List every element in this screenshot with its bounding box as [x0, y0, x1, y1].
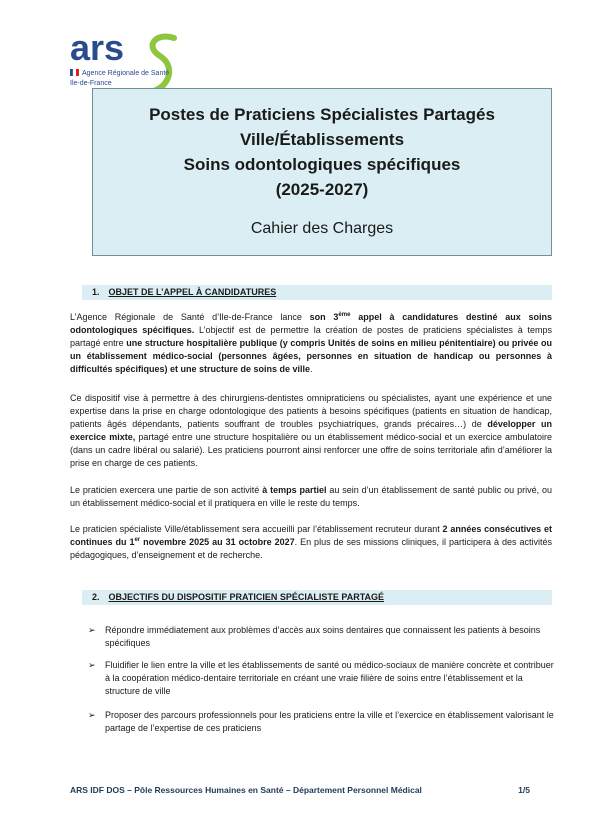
section1-paragraph-1: L’Agence Régionale de Santé d’Ile-de-France lance son 3ème appel à candidatures destiné aux soins odontologiques spécifiques. L’objectif est de permettre la création de postes de praticiens spécialistes à temps partagé entre une structure hospitalière publique (y compris Unités de soins en milieu pénitentiaire) ou privée ou un établissement médico-social (personnes âgées, personnes en situation de handicap ou personnes à difficultés spécifiques) et une structure de soins de ville. [70, 312, 552, 374]
list-item: ➢ Répondre immédiatement aux problèmes d’accès aux soins dentaires que connaissent les patients à besoins spécifiques [88, 625, 541, 648]
flag-white [73, 69, 76, 76]
title-line1: Postes de Praticiens Spécialistes Partagés [149, 105, 495, 124]
section1-paragraph-2: Ce dispositif vise à permettre à des chirurgiens-dentistes omnipraticiens ou spécialistes, ayant une expérience et une expertise dans la prise en charge odontologique des patients à besoins spécifiques (patients en situation de handicap, patients âgés dépendants, patients souffrant de troubles psychiatriques, grands précaires…) de développer un exercice mixte, partagé entre une structure hospitalière ou un établissement médico-social et un exercice ambulatoire (dans un cadre libéral ou salarié). Les praticiens pourront ainsi renforcer une offre de soins territoriale afin d’améliorer la prise en charge de ces patients. [70, 393, 553, 468]
list-item: ➢ Proposer des parcours professionnels pour les praticiens entre la ville et l’exercice en établissement valorisant le partage de l’expertise de ces praticiens [88, 710, 554, 733]
title-line2: Ville/Établissements [239, 130, 405, 149]
arrow-bullet-icon: ➢ [88, 660, 96, 670]
page-footer [70, 785, 530, 795]
logo-line2: Ile-de-France [70, 80, 112, 87]
section2-heading [82, 590, 552, 605]
logo-wordmark: ars [70, 30, 125, 68]
ars-logo-graphic [70, 30, 182, 96]
title-line4: (2025-2027) [275, 180, 369, 199]
title-subtitle: Cahier des Charges [250, 220, 394, 237]
section2-number: 2. [92, 592, 100, 602]
arrow-bullet-icon: ➢ [88, 625, 96, 635]
arrow-bullet-icon: ➢ [88, 710, 96, 720]
logo-line1: Agence Régionale de Santé [82, 70, 170, 77]
flag-blue [70, 69, 73, 76]
page-number: 1/5 [518, 785, 530, 795]
section1-paragraph-3: Le praticien exercera une partie de son activité à temps partiel au sein d’un établissement de santé public ou privé, ou un établissement médico-social et il pratiquera en ville le reste du temps. [70, 485, 552, 508]
section1-number: 1. [92, 287, 100, 297]
section1-title: OBJET DE L’APPEL À CANDIDATURES [108, 287, 277, 297]
section1-heading [82, 285, 552, 300]
flag-red [76, 69, 79, 76]
list-item: ➢ Fluidifier le lien entre la ville et les établissements de santé ou médico-sociaux de manière concrète et contribuer à la coopération médico-dentaire territoriale en créant une vraie filière de soins entre l’établissement et la structure de ville [88, 660, 554, 696]
title-box [92, 88, 552, 256]
section1-paragraph-4: Le praticien spécialiste Ville/établissement sera accueilli par l’établissement recruteur durant 2 années consécutives et continues du 1er novembre 2025 au 31 octobre 2027. En plus de ses missions cliniques, il participera à des activités pédagogiques, d’enseignement et de recherche. [70, 524, 552, 560]
ars-logo [70, 30, 182, 96]
title-line3: Soins odontologiques spécifiques [183, 155, 461, 174]
footer-text: ARS IDF DOS – Pôle Ressources Humaines en Santé – Département Personnel Médical [70, 785, 422, 795]
section2-title: OBJECTIFS DU DISPOSITIF PRATICIEN SPÉCIALISTE PARTAGÉ [108, 592, 385, 602]
logo-s-swoosh [150, 37, 174, 92]
